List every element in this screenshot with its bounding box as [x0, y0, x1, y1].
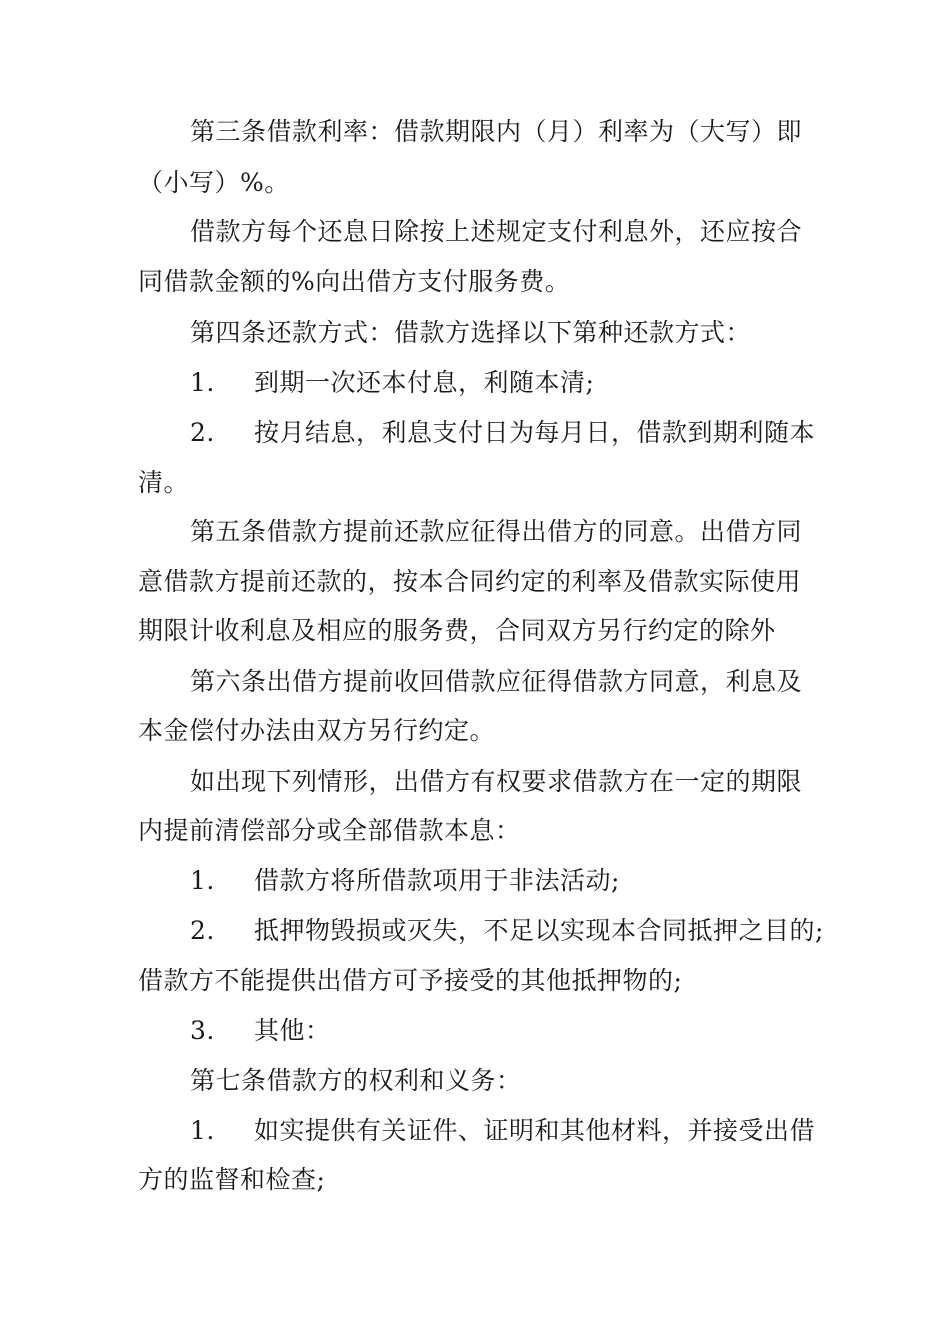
list-item [190, 1114, 815, 1148]
paragraph-line: 本金偿付办法由双方另行约定。 [138, 716, 496, 745]
list-number: 2. [190, 916, 215, 945]
paragraph-line: 借款方不能提供出借方可予接受的其他抵押物的; [138, 966, 683, 995]
list-item-text: 如实提供有关证件、证明和其他材料，并接受出借 [254, 1116, 816, 1145]
paragraph-line: 同借款金额的%向出借方支付服务费。 [138, 267, 571, 296]
paragraph-line: 借款方每个还息日除按上述规定支付利息外，还应按合 [190, 217, 803, 246]
list-item-text: 到期一次还本付息，利随本清; [254, 368, 595, 397]
paragraph-line: 第五条借款方提前还款应征得出借方的同意。出借方同 [190, 517, 803, 546]
paragraph-line: 第七条借款方的权利和义务： [190, 1066, 522, 1095]
list-number: 1. [190, 866, 215, 895]
list-item [190, 864, 620, 898]
list-item [190, 914, 824, 948]
list-number: 3. [190, 1016, 215, 1045]
paragraph-line: 清。 [138, 468, 190, 497]
paragraph-line: 第六条出借方提前收回借款应征得借款方同意，利息及 [190, 667, 803, 696]
list-item [190, 1014, 331, 1048]
paragraph-line: 期限计收利息及相应的服务费，合同双方另行约定的除外 [138, 616, 776, 645]
list-item-text: 抵押物毁损或灭失，不足以实现本合同抵押之目的; [254, 916, 824, 945]
paragraph-line: （小写）%。 [138, 168, 290, 197]
paragraph-line: 内提前清偿部分或全部借款本息： [138, 816, 521, 845]
list-item-text: 按月结息，利息支付日为每月日，借款到期利随本 [254, 418, 816, 447]
list-number: 1. [190, 368, 215, 397]
paragraph-line: 方的监督和检查; [138, 1165, 326, 1194]
list-item [190, 416, 815, 450]
list-item-text: 借款方将所借款项用于非法活动; [254, 866, 620, 895]
paragraph-line: 第四条还款方式：借款方选择以下第种还款方式： [190, 318, 752, 347]
paragraph-line: 意借款方提前还款的，按本合同约定的利率及借款实际使用 [138, 567, 802, 596]
paragraph-line: 如出现下列情形，出借方有权要求借款方在一定的期限 [190, 767, 803, 796]
list-item [190, 366, 594, 400]
list-item-text: 其他： [254, 1016, 331, 1045]
paragraph-line: 第三条借款利率：借款期限内（月）利率为（大写）即 [190, 117, 803, 146]
list-number: 2. [190, 418, 215, 447]
list-number: 1. [190, 1116, 215, 1145]
